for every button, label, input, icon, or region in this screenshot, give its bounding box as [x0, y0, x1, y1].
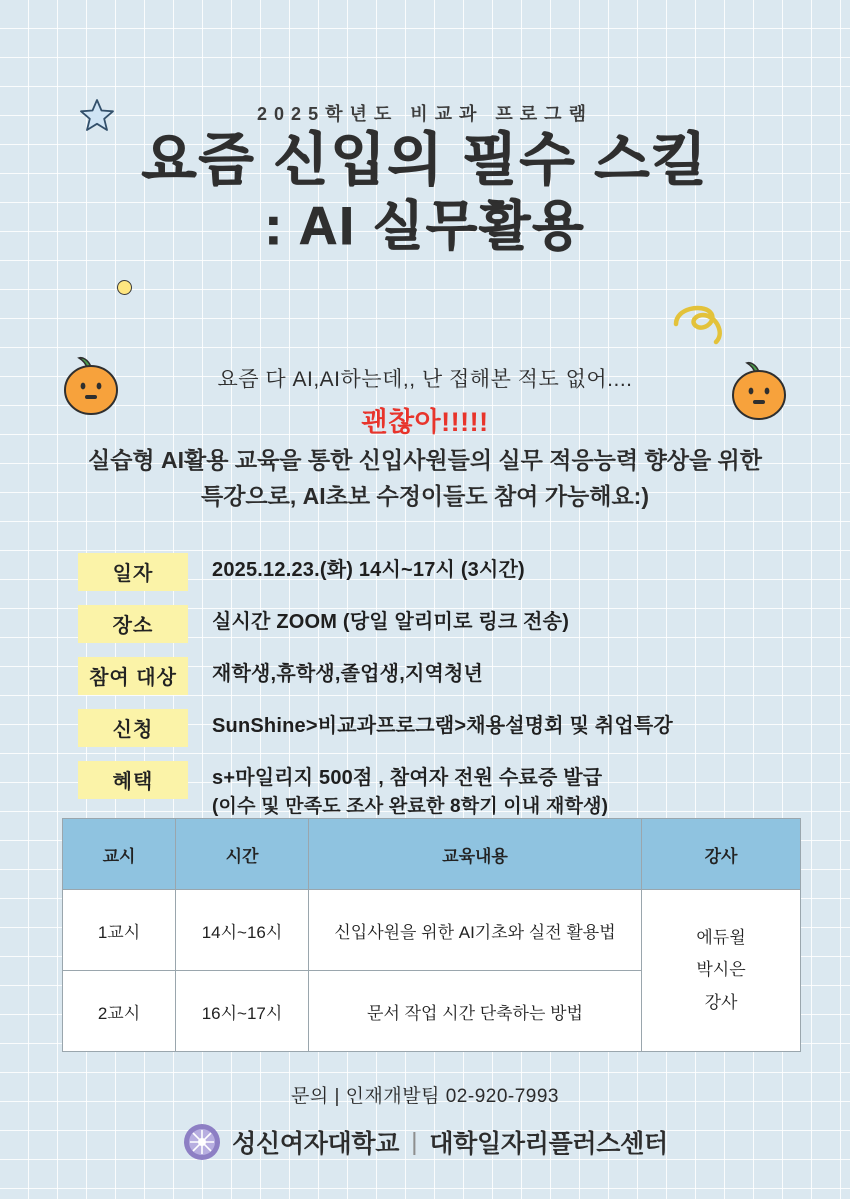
teacher-cell: [642, 890, 801, 1052]
table-header-time: 시간: [176, 819, 309, 890]
info-row-audience: [78, 657, 790, 695]
contact-info: 문의 | 인재개발팀 02-920-7993: [290, 1086, 559, 1107]
squiggle-icon: [672, 298, 730, 346]
info-value-audience-text: 재학생,휴학생,졸업생,지역청년: [212, 663, 484, 685]
table-row: [63, 890, 801, 971]
info-value-benefit: [212, 761, 608, 821]
row-2-content: 문서 작업 시간 단축하는 방법: [309, 971, 642, 1052]
row-2-period: 2교시: [63, 971, 176, 1052]
table-header-teacher: 강사: [642, 819, 801, 890]
info-value-application: [212, 709, 673, 741]
info-value-place-text: 실시간 ZOOM (당일 알리미로 링크 전송): [212, 611, 570, 633]
row-2-time: 16시~17시: [176, 971, 309, 1052]
info-row-place: [78, 605, 790, 643]
brand-university: 성신여자대학교: [232, 1130, 400, 1158]
info-value-application-text: SunShine>비교과프로그램>채용설명회 및 취업특강: [212, 715, 673, 737]
row-1-period: 1교시: [63, 890, 176, 971]
teacher-line-2: 박시은: [696, 960, 746, 980]
info-list: [78, 553, 790, 835]
poster-title: [0, 128, 850, 260]
row-1-content: 신입사원을 위한 AI기초와 실전 활용법: [309, 890, 642, 971]
brand-separator: |: [411, 1127, 418, 1156]
yellow-dot-icon: [117, 280, 132, 295]
info-label-place: 장소: [78, 605, 188, 643]
info-row-date: [78, 553, 790, 591]
intro-description: [0, 443, 850, 514]
teacher-line-3: 강사: [704, 992, 738, 1012]
info-value-benefit-subtext: (이수 및 만족도 조사 완료한 8학기 이내 재학생): [212, 796, 609, 817]
teacher-line-1: 에듀윌: [696, 928, 746, 948]
intro-shout: 괜찮아!!!!!: [361, 407, 489, 437]
schedule-table: [62, 818, 801, 1052]
table-header-row: [63, 819, 801, 890]
program-kicker: 2025학년도 비교과 프로그램: [257, 104, 593, 124]
info-value-benefit-text: s+마일리지 500점 , 참여자 전원 수료증 발급: [212, 767, 603, 789]
info-label-application: 신청: [78, 709, 188, 747]
info-value-place: [212, 605, 569, 637]
brand-center: 대학일자리플러스센터: [429, 1130, 668, 1158]
info-row-application: [78, 709, 790, 747]
brand-footer: [0, 1122, 850, 1162]
row-1-time: 14시~16시: [176, 890, 309, 971]
intro-description-line-2: 특강으로, AI초보 수정이들도 참여 가능해요:): [201, 482, 649, 509]
title-line-2: : AI 실무활용: [264, 196, 586, 256]
intro-description-line-1: 실습형 AI활용 교육을 통한 신입사원들의 실무 적응능력 향상을 위한: [87, 447, 762, 473]
info-label-date: 일자: [78, 553, 188, 591]
info-label-benefit: 혜택: [78, 761, 188, 799]
info-value-date: [212, 553, 525, 585]
table-header-period: 교시: [63, 819, 176, 890]
info-row-benefit: [78, 761, 790, 821]
university-logo-icon: [182, 1122, 222, 1162]
title-line-1: 요즘 신입의 필수 스킬: [141, 128, 709, 192]
info-value-date-text: 2025.12.23.(화) 14시~17시 (3시간): [212, 559, 525, 581]
intro-quote: 요즘 다 AI,AI하는데,, 난 접해본 적도 없어....: [217, 368, 633, 391]
info-label-audience: 참여 대상: [78, 657, 188, 695]
table-header-content: 교육내용: [309, 819, 642, 890]
info-value-audience: [212, 657, 483, 689]
